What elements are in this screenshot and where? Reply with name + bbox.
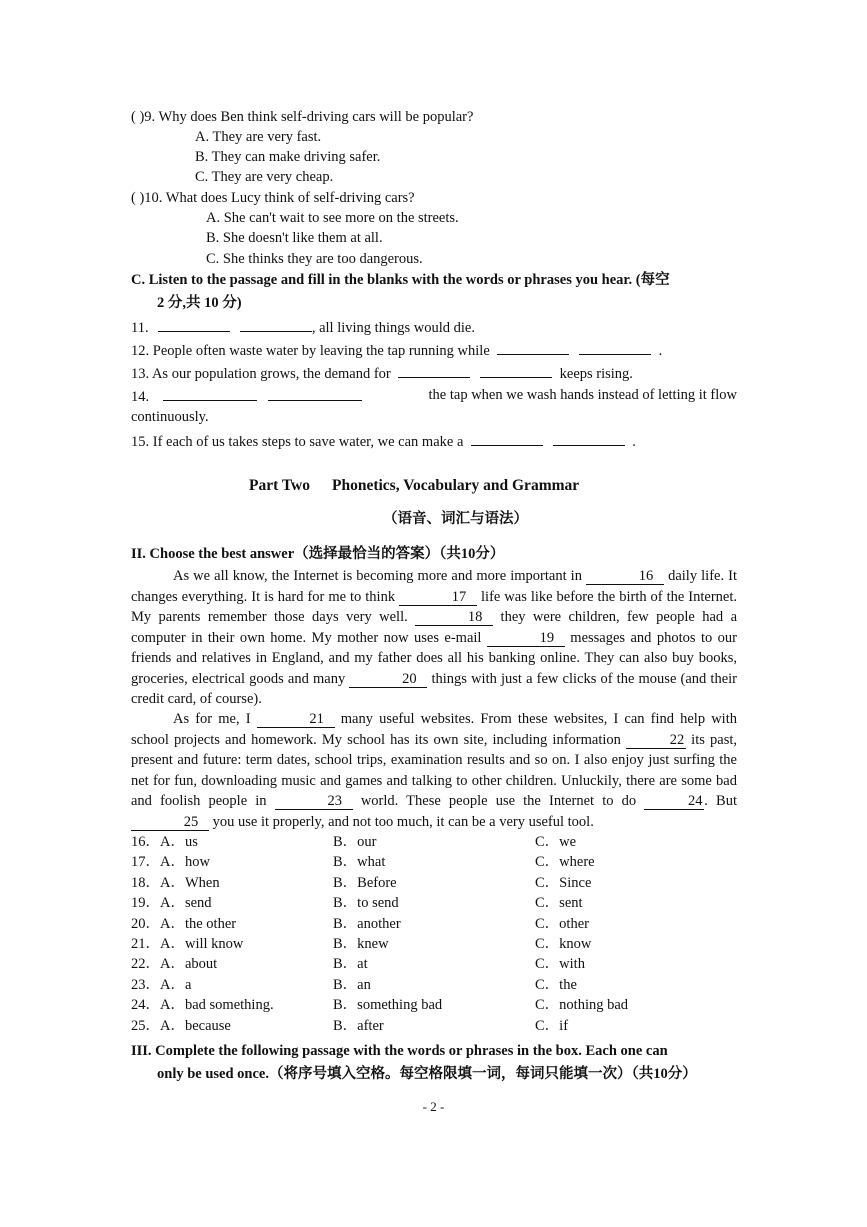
option-9c: C. They are very cheap. [195,169,334,185]
answer-bracket[interactable]: ( ) [131,109,145,125]
option-10c: C. She thinks they are too dangerous. [206,251,423,267]
passage-text: they were children, few people had a computer in their own home. My mother now uses e-mail [131,609,738,646]
option-b[interactable]: B．Before [333,874,397,891]
option-c[interactable]: C．where [535,854,595,871]
blank-11b[interactable] [240,317,312,332]
passage-text: its past, present and future: term dates, school trips, examination results and so on. I also enjoy just surfing the net for fun, downloading music and games and talking to other children. Unluckily, there are some bad and foolish people in [131,731,737,809]
passage-paragraph-2 [131,709,737,832]
option-row [131,975,737,995]
passage-paragraph-1 [131,566,737,710]
part-two-subtitle: （语音、词汇与语法） [383,511,528,527]
question-11: 11. , all living things would die. [131,317,475,337]
passage-text: many useful websites. From these websites, I can find help with school projects and homework. My school has its own site, including information [131,711,737,748]
blank-12a[interactable] [497,340,569,355]
option-10b: B. She doesn't like them at all. [206,230,383,246]
option-c[interactable]: C．sent [535,895,583,912]
question-12: 12. People often waste water by leaving the tap running while . [131,340,662,360]
section-iii-heading-cont: only be used once.（将序号填入空格。每空格限填一词，每词只能填一次）（共10分） [157,1066,697,1082]
option-row [131,832,737,852]
option-a[interactable]: 19．A．send [131,895,212,912]
option-row [131,914,737,934]
blank-18[interactable]: 18 [415,610,493,626]
blank-24[interactable]: 24 [644,794,704,810]
option-b[interactable]: B．knew [333,936,389,952]
page-number: - 2 - [422,1099,445,1114]
option-a[interactable]: 16．A．us [131,834,198,850]
question-13: 13. As our population grows, the demand for keeps rising. [131,363,633,383]
blank-16[interactable]: 16 [586,569,664,585]
option-c[interactable]: C．nothing bad [535,997,629,1014]
blank-14b[interactable] [268,386,362,401]
option-b[interactable]: B．what [333,854,386,871]
option-row [131,893,737,913]
passage-text: you use it properly, and not too much, it can be a very useful tool. [209,813,594,830]
option-b[interactable]: B．to send [333,895,399,912]
section-c-heading: C. Listen to the passage and fill in the blanks with the words or phrases you hear. (每空 [131,272,670,288]
question-14-cont: continuously. [131,409,209,425]
option-9a: A. They are very fast. [195,129,322,145]
passage-text: As for me, I [173,711,257,727]
option-a[interactable]: 20．A．the other [131,915,237,932]
blank-21[interactable]: 21 [257,712,335,728]
blank-20[interactable]: 20 [349,672,427,688]
option-a[interactable]: 23．A．a [131,976,192,993]
option-10a: A. She can't wait to see more on the streets. [206,210,459,226]
option-c[interactable]: C．if [535,1017,569,1034]
blank-17[interactable]: 17 [399,590,477,606]
question-text: 9. Why does Ben think self-driving cars will be popular? [144,109,474,125]
blank-11a[interactable] [158,317,230,332]
option-a[interactable]: 24．A．bad something. [131,997,274,1014]
passage-text: As we all know, the Internet is becoming more and more important in [173,568,587,584]
option-b[interactable]: B．our [333,834,377,850]
option-a[interactable]: 21．A．will know [131,936,244,952]
option-row [131,1016,737,1036]
section-iii-heading: III. Complete the following passage with the words or phrases in the box. Each one can [131,1043,668,1059]
option-row [131,954,737,974]
option-a[interactable]: 25．A．because [131,1017,231,1034]
part-two-title: Part Two Phonetics, Vocabulary and Grammar [249,477,580,494]
passage-text: things with just a few clicks of the mouse (and their credit card, of course). [131,670,737,707]
answer-bracket[interactable]: ( ) [131,190,145,206]
option-c[interactable]: C．Since [535,874,592,891]
option-a[interactable]: 18．A．When [131,874,220,891]
blank-23[interactable]: 23 [275,794,353,810]
option-b[interactable]: B．another [333,915,401,932]
blank-25[interactable]: 25 [131,815,209,831]
passage-text: . But [704,793,737,809]
option-row [131,934,737,954]
question-14: 14. the tap when we wash hands instead of letting it flow [131,387,737,405]
question-9 [131,108,473,126]
passage-text: messages and photos to our friends and relatives in England, and my father does all his banking online. They can also buy books, groceries, electrical goods and many [131,629,737,687]
passage-text: world. These people use the Internet to do [352,793,645,809]
option-row [131,852,737,872]
section-ii-heading: II. Choose the best answer（选择最恰当的答案）（共10分） [131,546,505,562]
option-row [131,873,737,893]
blank-14a[interactable] [163,386,257,401]
option-row [131,995,737,1015]
option-c[interactable]: C．we [535,834,577,850]
option-b[interactable]: B．something bad [333,997,443,1014]
blank-13a[interactable] [398,363,470,378]
option-c[interactable]: C．know [535,936,592,952]
blank-15b[interactable] [553,431,625,446]
option-c[interactable]: C．the [535,976,577,993]
option-a[interactable]: 22．A．about [131,956,218,973]
option-c[interactable]: C．with [535,956,585,973]
blank-15a[interactable] [471,431,543,446]
passage-text: life was like before the birth of the Internet. My parents remember those days very well. [131,588,737,625]
blank-12b[interactable] [579,340,651,355]
passage-text: daily life. It changes everything. It is hard for me to think [131,568,738,605]
question-15: 15. If each of us takes steps to save water, we can make a . [131,431,636,451]
section-c-heading-cont: 2 分,共 10 分) [157,295,242,311]
blank-22[interactable]: 22 [626,733,686,749]
question-text: 10. What does Lucy think of self-driving cars? [144,190,415,206]
option-b[interactable]: B．at [333,956,368,973]
blank-19[interactable]: 19 [487,631,565,647]
blank-13b[interactable] [480,363,552,378]
option-c[interactable]: C．other [535,915,589,932]
option-9b: B. They can make driving safer. [195,149,381,165]
option-b[interactable]: B．after [333,1017,384,1034]
option-a[interactable]: 17．A．how [131,854,210,871]
question-10 [131,189,415,207]
option-b[interactable]: B．an [333,976,371,993]
